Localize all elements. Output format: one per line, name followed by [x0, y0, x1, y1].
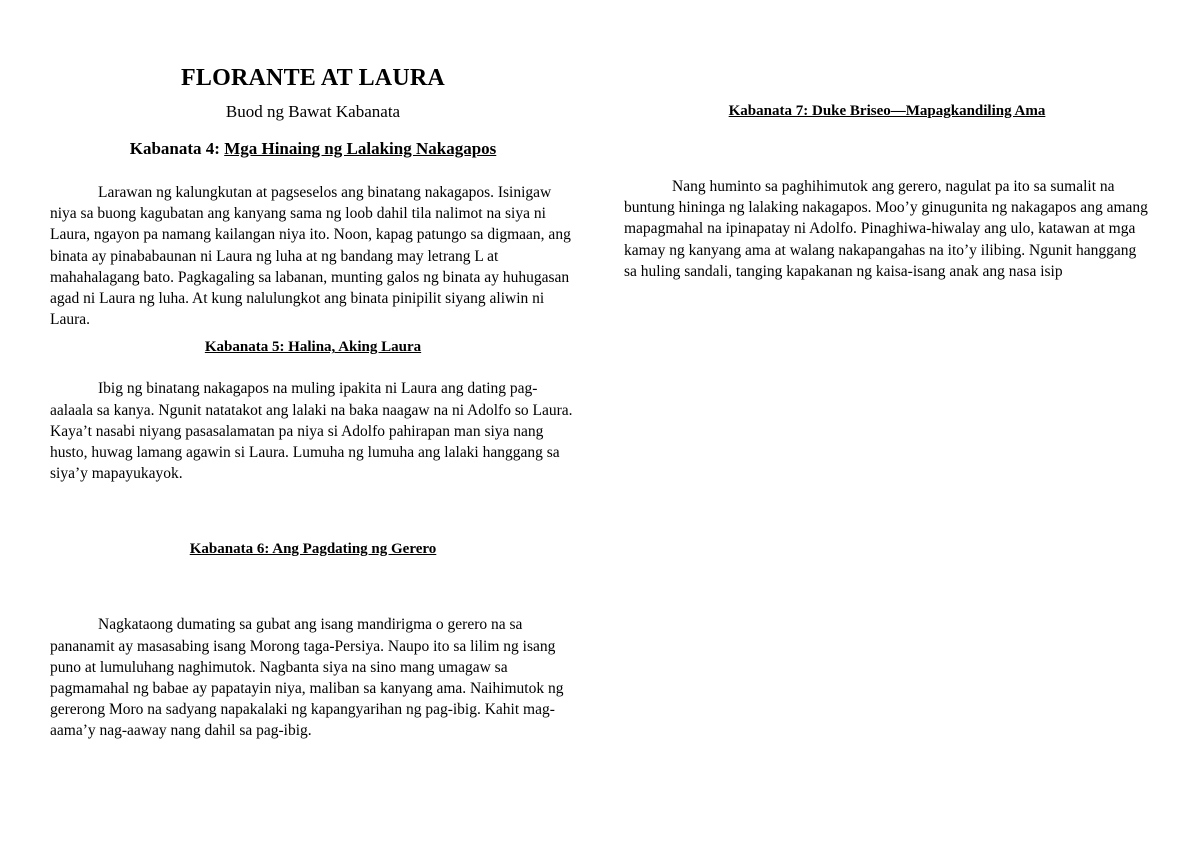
spacer	[624, 122, 1150, 176]
document-subtitle: Buod ng Bawat Kabanata	[225, 102, 401, 121]
chapter-4-title: Mga Hinaing ng Lalaking Nakagapos	[224, 139, 497, 158]
chapter-5-paragraph: Ibig ng binatang nakagapos na muling ipakita ni Laura ang dating pag-aalaala sa kanya. Ngunit natatakot ang lalaki na baka naagaw na ni Adolfo so Laura. Kaya’t nasabi niyang pasasalamatan pa niya si Adolfo pahirapan man siya nang husto, huwag lamang agawin si Laura. Lumuha ng lumuha ang lalaki hanggang sa siya’y mapayukayok.	[50, 380, 573, 483]
right-column	[624, 100, 1150, 282]
spacer	[50, 162, 576, 182]
document-title: FLORANTE AT LAURA	[181, 65, 445, 91]
chapter-6-heading: Kabanata 6: Ang Pagdating ng Gerero	[189, 541, 437, 558]
left-column	[50, 60, 576, 742]
chapter-6-paragraph: Nagkataong dumating sa gubat ang isang mandirigma o gerero na sa pananamit ay masasabing isang Morong taga-Persiya. Naupo ito sa lilim ng isang puno at lumuluhang naghimutok. Nagbanta siya na sino mang umagaw sa pagmamahal ng babae ay papatayin niya, maliban sa kanyang ama. Naihimutok ng gererong Moro na sadyang napakalaki ng kapangyarihan ng pag-ibig. Kahit mag-aama’y nag-aaway nang dahil sa pag-ibig.	[50, 616, 564, 740]
spacer	[50, 484, 576, 538]
chapter-4-heading	[50, 136, 576, 162]
chapter-4-paragraph: Larawan ng kalungkutan at pagseselos ang binatang nakagapos. Isinigaw niya sa buong kagubatan ang kanyang sama ng loob dahil tila nalimot na siya ni Laura, ngayon pa namang kailangan niya ito. Noon, kapag patungo sa digmaan, ang binata ay pinababaunan ni Laura ng luha at ng bandang may letrang L at mahahalagang bato. Pagkagaling sa labanan, munting galos ng binata ay huhugasan agad ni Laura ng luha. At kung nalulungkot ang binata pinipilit siyang aliwin ni Laura.	[50, 184, 571, 329]
spacer	[50, 560, 576, 614]
chapter-4-label: Kabanata 4:	[129, 139, 220, 158]
chapter-7-heading: Kabanata 7: Duke Briseo—Mapagkandiling Ama	[728, 103, 1046, 119]
chapter-7-paragraph: Nang huminto sa paghihimutok ang gerero, nagulat pa ito sa sumalit na buntung hininga ng lalaking nakagapos. Moo’y ginugunita ng nakagapos ang amang mapagmahal na ipinapatay ni Adolfo. Pinaghiwa-hiwalay ang ulo, katawan at mga kamay ng kanyang ama at walang nakapangahas na ito’y ilibing. Ngunit hanggang sa huling sandali, tanging kapakanan ng kaisa-isang anak ang nasa isip	[624, 178, 1148, 280]
spacer	[50, 358, 576, 378]
chapter-5-heading: Kabanata 5: Halina, Aking Laura	[204, 339, 422, 356]
